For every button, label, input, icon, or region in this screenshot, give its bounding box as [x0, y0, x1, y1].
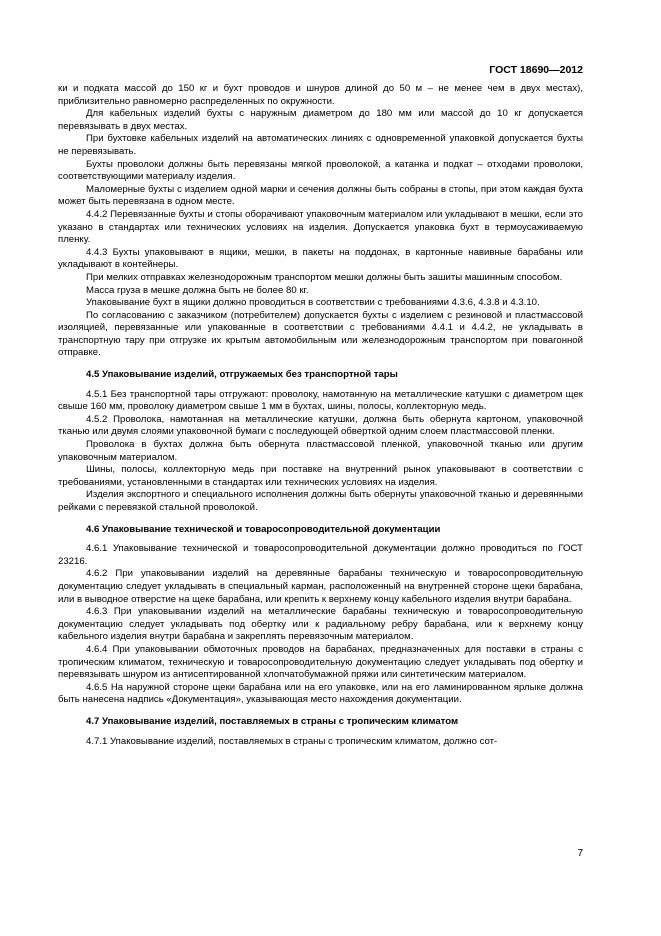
paragraph: Шины, полосы, коллекторную медь при поставке на внутренний рынок упаковывают в соответствии с требованиями, установленными в стандартах или технических условиях на изделия. [58, 464, 583, 488]
clause-4-6-4: 4.6.4 При упаковывании обмоточных проводов на барабанах, предназначенных для поставки в страны с тропическим климатом, техническую и товаросопроводительную документацию следует укладывать под обертку и перевязывать шнуром из антисептированной хлопчатобумажной пряжи или синтетическим материалом. [58, 643, 583, 681]
section-heading-4-5: 4.5 Упаковывание изделий, отгружаемых без транспортной тары [86, 369, 398, 381]
paragraph: По согласованию с заказчиком (потребителем) допускается бухты с изделием с резиновой и пластмассовой изоляцией, перевязанные или упакованные в соответствии с требованиями 4.4.1 и 4.4.2, не укладывать в транспортную тару при отгрузке их крытым автомобильным или железнодорожным транспортом при повагонной отправке. [58, 309, 583, 359]
clause-4-4-2: 4.4.2 Перевязанные бухты и стопы оборачивают упаковочным материалом или укладывают в мешки, если это указано в стандартах или технических условиях на изделия. Допускается упаковка бухт в термоусаживаемую пленку. [58, 208, 583, 246]
document-body [58, 83, 583, 748]
paragraph: Бухты проволоки должны быть перевязаны мягкой проволокой, а катанка и подкат – отходами проволоки, соответствующими материалу изделия. [58, 158, 583, 183]
paragraph: Для кабельных изделий бухты с наружным диаметром до 180 мм или массой до 10 кг допускается перевязывать в двух местах. [58, 108, 583, 132]
paragraph: Изделия экспортного и специального исполнения должны быть обернуты упаковочной тканью и деревянными рейками с перевязкой стальной проволокой. [58, 489, 583, 513]
clause-4-5-2: 4.5.2 Проволока, намотанная на металлические катушки, должна быть обернута картоном, упаковочной тканью или двумя слоями упаковочной бумаги с последующей обверткой одним слоем пластмассовой пленки. [58, 413, 583, 438]
clause-4-6-1: 4.6.1 Упаковывание технической и товаросопроводительной документации должно проводиться по ГОСТ 23216. [58, 543, 583, 567]
paragraph: При бухтовке кабельных изделий на автоматических линиях с одновременной упаковкой допускается бухты не перевязывать. [58, 133, 583, 157]
clause-4-6-5: 4.6.5 На наружной стороне щеки барабана или на его упаковке, или на его ламинированном ярлыке должна быть нанесена надпись «Документация», указывающая место нахождения документации. [58, 681, 583, 706]
clause-4-6-2: 4.6.2 При упаковывании изделий на деревянные барабаны техническую и товаросопроводительную документацию следует укладывать в специальный карман, расположенный на внутренней стороне щеки барабана, или в выводное отверстие на щеке барабана, или крепить к верхнему концу кабельного изделия внутри барабана. [58, 568, 583, 605]
clause-4-7-1: 4.7.1 Упаковывание изделий, поставляемых в страны с тропическим климатом, должно сот- [86, 735, 498, 747]
clause-4-6-3: 4.6.3 При упаковывании изделий на металлические барабаны техническую и товаросопроводительную документацию следует укладывать под обертку или к радиальному ребру барабана, или к верхнему концу кабельного изделия внутри барабана и закреплять перевязочным материалом. [58, 606, 583, 643]
paragraph: Проволока в бухтах должна быть обернута пластмассовой пленкой, упаковочной тканью или другим упаковочным материалом. [58, 439, 583, 463]
paragraph: При мелких отправках железнодорожным транспортом мешки должны быть зашиты машинным способом. [86, 271, 563, 283]
paragraph: Маломерные бухты с изделием одной марки и сечения должны быть собраны в стопы, при этом каждая бухта может быть перевязана в одном месте. [58, 183, 583, 208]
paragraph: Упаковывание бухт в ящики должно проводиться в соответствии с требованиями 4.3.6, 4.3.8 и 4.3.10. [86, 297, 540, 309]
document-code-header: ГОСТ 18690—2012 [489, 64, 583, 76]
paragraph-continuation: ки и подката массой до 150 кг и бухт проводов и шнуров длиной до 50 м – не менее чем в двух местах), приблизительно равномерно распределенных по окружности. [58, 83, 583, 107]
clause-4-4-3: 4.4.3 Бухты упаковывают в ящики, мешки, в пакеты на поддонах, в картонные навивные барабаны или укладывают в контейнеры. [58, 246, 583, 271]
section-heading-4-6: 4.6 Упаковывание технической и товаросопроводительной документации [86, 523, 441, 535]
section-heading-4-7: 4.7 Упаковывание изделий, поставляемых в страны с тропическим климатом [86, 715, 459, 727]
clause-4-5-1: 4.5.1 Без транспортной тары отгружают: проволоку, намотанную на металлические катушки с диаметром щек свыше 160 мм, проволоку диаметром свыше 1 мм в бухтах, шины, полосы, коллекторную медь. [58, 388, 583, 413]
paragraph: Масса груза в мешке должна быть не более 80 кг. [86, 284, 309, 296]
page-number: 7 [577, 848, 583, 859]
